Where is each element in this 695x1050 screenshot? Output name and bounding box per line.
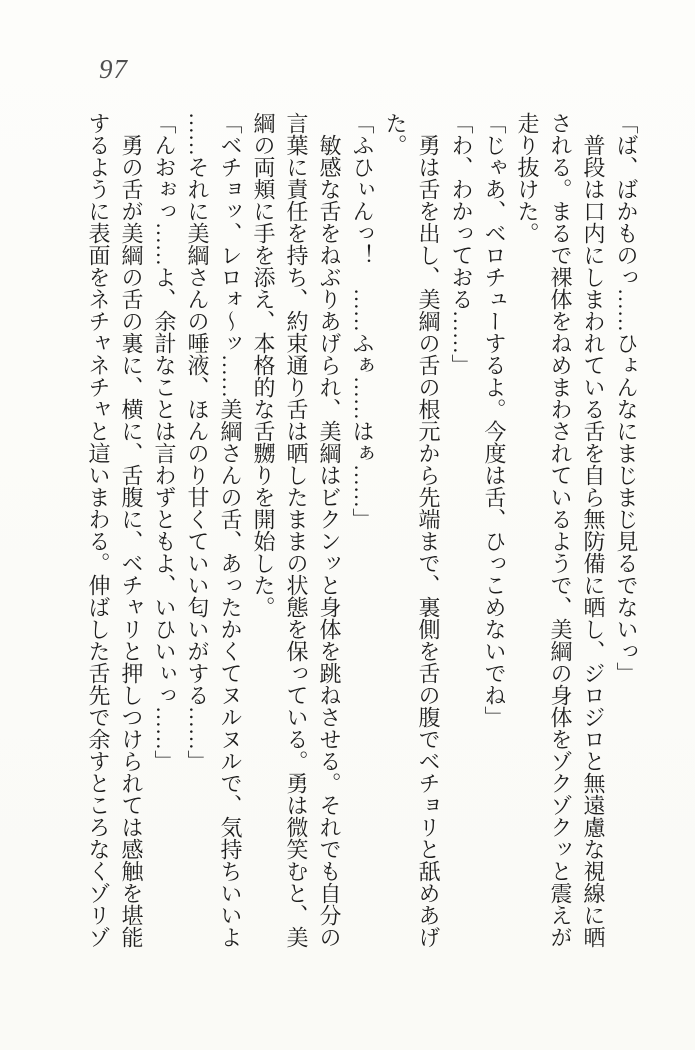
text-line: される。まるで裸体をねめまわされているようで、美綱の身体をゾクゾクッと震えが bbox=[548, 112, 573, 948]
text-line: 「わ、わかっておる……」 bbox=[449, 112, 474, 376]
text-line: 「ベチョッ、レロォ～ッ……美綱さんの舌、あったかくてヌルヌルで、気持ちいいよ bbox=[218, 112, 243, 948]
text-line: 「じゃあ、ベロチューするよ。今度は舌、ひっこめないでね」 bbox=[482, 112, 507, 728]
text-line: するように表面をネチャネチャと這いまわる。伸ばした舌先で余すところなくゾリゾ bbox=[86, 112, 111, 948]
page-number: 97 bbox=[99, 54, 128, 84]
text-line: 敏感な舌をねぶりあげられ、美綱はビクンッと身体を跳ねさせる。それでも自分の bbox=[317, 112, 342, 948]
text-line: 勇は舌を出し、美綱の舌の根元から先端まで、裏側を舌の腹でベチョリと舐めあげ bbox=[416, 112, 441, 948]
vertical-text-block bbox=[82, 112, 643, 954]
text-line: 走り抜けた。 bbox=[515, 112, 540, 244]
text-line: ……それに美綱さんの唾液、ほんのり甘くていい匂いがする……」 bbox=[185, 112, 210, 772]
text-line: 「ば、ばかものっ……ひょんなにまじまじ見るでないっ」 bbox=[614, 112, 639, 684]
text-line: 綱の両頬に手を添え、本格的な舌嬲りを開始した。 bbox=[251, 112, 276, 618]
text-line: 「ふひぃんっ！ ……ふぁ……はぁ……」 bbox=[350, 112, 375, 530]
text-line: た。 bbox=[383, 112, 408, 156]
text-line: 普段は口内にしまわれている舌を自ら無防備に晒し、ジロジロと無遠慮な視線に晒 bbox=[581, 112, 606, 948]
text-line: 言葉に責任を持ち、約束通り舌は晒したままの状態を保っている。勇は微笑むと、美 bbox=[284, 112, 309, 948]
text-line: 勇の舌が美綱の舌の裏に、横に、舌腹に、ベチャリと押しつけられては感触を堪能 bbox=[119, 112, 144, 948]
text-line: 「んおぉっ……よ、余計なことは言わずともよ、いひいぃっ……」 bbox=[152, 112, 177, 772]
